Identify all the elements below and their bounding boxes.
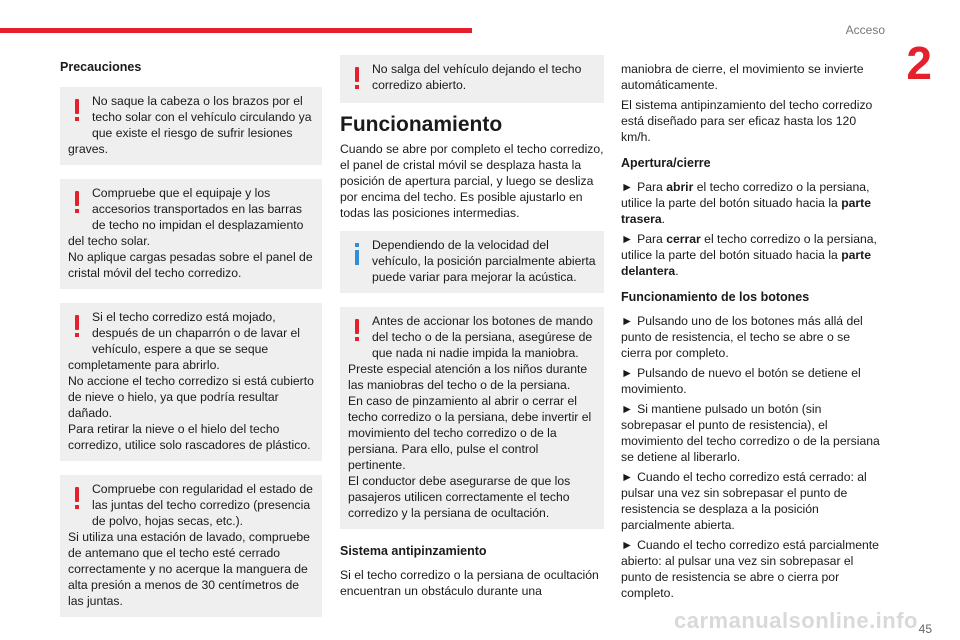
- arrow-icon: ►: [621, 366, 634, 380]
- open-instruction: ► Para abrir el techo corredizo o la persiana, utilice la parte del botón situado hacia la parte trasera.: [621, 180, 872, 226]
- warning-box: [340, 307, 604, 529]
- info-text: puede variar para mejorar la acústica.: [372, 270, 577, 284]
- warning-text: que existe el riesgo de sufrir lesiones graves.: [68, 126, 293, 156]
- watermark: carmanualsonline.info: [674, 608, 918, 633]
- arrow-icon: ►: [621, 180, 634, 194]
- section-heading: Funcionamiento: [340, 113, 503, 136]
- body-paragraph: maniobra de cierre, el movimiento se invierte automáticamente.: [621, 62, 864, 92]
- list-item: ► Cuando el techo corredizo está cerrado: al pulsar una vez sin sobrepasar el punto de resistencia se desplaza a la posición parcialmente abierta.: [621, 470, 867, 532]
- page-number: 45: [918, 622, 932, 636]
- warning-text: El conductor debe asegurarse de que los pasajeros utilicen correctamente el techo corredizo y la persiana de ocultación.: [348, 474, 571, 520]
- body-paragraph: El sistema antipinzamiento del techo corredizo está diseñado para ser eficaz hasta los 120 km/h.: [621, 98, 873, 144]
- close-instruction: ► Para cerrar el techo corredizo o la persiana, utilice la parte del botón situado hacia la parte delantera.: [621, 232, 877, 278]
- info-text: Dependiendo de la velocidad del vehículo, la posición parcialmente abierta: [372, 238, 596, 268]
- arrow-icon: ►: [621, 470, 634, 484]
- warning-icon: [68, 315, 88, 343]
- column-1: [60, 55, 322, 631]
- warning-text: No saque la cabeza o los brazos por el techo solar con el vehículo circulando ya: [92, 94, 312, 124]
- warning-text: No salga del vehículo dejando el techo corredizo abierto.: [372, 62, 582, 92]
- subsection-heading: Funcionamiento de los botones: [621, 290, 810, 304]
- info-box: [340, 231, 604, 293]
- section-title: Acceso: [845, 23, 885, 37]
- arrow-icon: ►: [621, 538, 634, 552]
- warning-text: En caso de pinzamiento al abrir o cerrar el techo corredizo o la persiana, debe invertir el movimiento del techo corredizo o de la persiana. Para ello, pulse el control pertinente.: [348, 394, 592, 472]
- body-paragraph: Si el techo corredizo o la persiana de ocultación encuentran un obstáculo durante una: [340, 568, 599, 598]
- warning-text: Si el techo corredizo está mojado, después de un chaparrón o de lavar el: [92, 310, 301, 340]
- list-item: ► Cuando el techo corredizo está parcialmente abierto: al pulsar una vez sin sobrepasar el punto de resistencia se abre o cierra por completo.: [621, 538, 879, 600]
- warning-text: Compruebe con regularidad el estado de las juntas del techo corredizo (presencia: [92, 482, 313, 512]
- arrow-icon: ►: [621, 232, 634, 246]
- warning-text: Para retirar la nieve o el hielo del techo corredizo, utilice solo rascadores de plástico.: [68, 422, 311, 452]
- list-item: ► Pulsando uno de los botones más allá del punto de resistencia, el techo se abre o se cierra por completo.: [621, 314, 863, 360]
- warning-text: Si utiliza una estación de lavado, compruebe de antemano que el techo esté cerrado correctamente y no acerque la manguera de alta presión a menos de 30 centímetros de las juntas.: [68, 530, 310, 608]
- warning-icon: [348, 319, 368, 347]
- warning-text: vehículo, espere a que se seque completamente para abrirlo.: [68, 342, 269, 372]
- warning-box: [60, 303, 322, 461]
- warning-icon: [348, 67, 368, 95]
- warning-icon: [68, 487, 88, 515]
- warning-box: [60, 87, 322, 165]
- intro-paragraph: Cuando se abre por completo el techo corredizo, el panel de cristal móvil se desplaza hasta la posición de apertura parcial, y luego se desliza por encima del techo. Es posible ajustarlo en todas las posiciones intermedias.: [340, 142, 604, 220]
- warning-text: No accione el techo corredizo si está cubierto de nieve o hielo, ya que podría resultar dañado.: [68, 374, 314, 420]
- warning-icon: [68, 191, 88, 219]
- subsection-heading: Sistema antipinzamiento: [340, 544, 487, 558]
- warning-text: de techo no impidan el desplazamiento del techo solar.: [68, 218, 304, 248]
- warning-box: [340, 55, 604, 103]
- warning-box: [60, 475, 322, 617]
- warning-icon: [68, 99, 88, 127]
- precautions-heading: Precauciones: [60, 60, 142, 74]
- warning-text: Compruebe que el equipaje y los accesorios transportados en las barras: [92, 186, 303, 216]
- chapter-number: 2: [906, 37, 932, 89]
- arrow-icon: ►: [621, 402, 634, 416]
- column-2: [340, 55, 604, 603]
- list-item: ► Pulsando de nuevo el botón se detiene el movimiento.: [621, 366, 861, 396]
- warning-text: Antes de accionar los botones de mando del techo o de la persiana, asegúrese de: [372, 314, 593, 344]
- header-red-bar: [0, 28, 472, 33]
- info-icon: [348, 243, 368, 271]
- warning-text: Preste especial atención a los niños durante las maniobras del techo o de la persiana.: [348, 362, 588, 392]
- warning-box: [60, 179, 322, 289]
- column-3: [621, 55, 883, 605]
- warning-text: No aplique cargas pesadas sobre el panel de cristal móvil del techo corredizo.: [68, 250, 313, 280]
- list-item: ► Si mantiene pulsado un botón (sin sobrepasar el punto de resistencia), el movimiento del techo corredizo o de la persiana se detiene al liberarlo.: [621, 402, 880, 464]
- subsection-heading: Apertura/cierre: [621, 156, 711, 170]
- arrow-icon: ►: [621, 314, 634, 328]
- warning-text: de polvo, hojas secas, etc.).: [92, 514, 244, 528]
- warning-text: que nada ni nadie impida la maniobra.: [372, 346, 579, 360]
